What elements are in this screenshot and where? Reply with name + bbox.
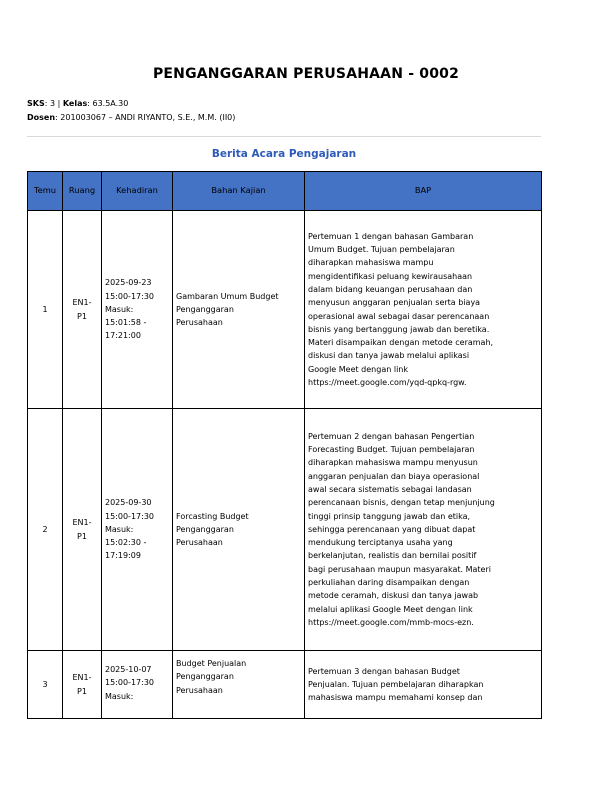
topic-line: Penganggaran	[176, 304, 234, 314]
cell-bahan-kajian	[173, 651, 305, 719]
header-bap: BAP	[305, 172, 542, 211]
bap-text-line: diharapkan mahasiswa mampu	[308, 258, 434, 268]
kelas-label: Kelas	[62, 99, 88, 108]
bap-text-line: tinggi prinsip tanggung jawab dan etika,	[308, 511, 471, 521]
bap-text-line: Forecasting Budget. Tujuan pembelajaran	[308, 445, 475, 455]
sks-value: : 3 |	[44, 99, 63, 108]
attendance-line: 15:00-17:30	[105, 291, 154, 301]
attendance-line: 15:02:30 -	[105, 538, 147, 548]
cell-bahan-kajian	[173, 211, 305, 409]
cell-kehadiran	[102, 211, 173, 409]
bap-text-line: mendukung terciptanya usaha yang	[308, 538, 453, 548]
attendance-line: 15:00-17:30	[105, 511, 154, 521]
cell-bap	[305, 409, 542, 651]
header-bahan-kajian: Bahan Kajian	[173, 172, 305, 211]
attendance-line: Masuk:	[105, 304, 134, 314]
header-kehadiran: Kehadiran	[102, 172, 173, 211]
bap-text-line: diskusi dan tanya jawab melalui aplikasi	[308, 351, 470, 361]
table-row	[28, 409, 542, 651]
kelas-value: : 63.5A.30	[87, 99, 129, 108]
bap-text-line: diharapkan mahasiswa mampu menyusun	[308, 458, 478, 468]
bap-text-line: Penjualan. Tujuan pembelajaran diharapkan	[308, 679, 484, 689]
bap-table	[27, 171, 542, 719]
cell-temu: 1	[28, 211, 63, 409]
bap-text-line: berkelanjutan, realistis dan bernilai positif	[308, 551, 477, 561]
topic-line: Budget Penjualan	[176, 659, 247, 668]
room-code: EN1-P1	[72, 518, 92, 541]
attendance-line: 2025-10-07	[105, 665, 152, 674]
room-code: EN1-P1	[72, 673, 92, 696]
attendance-line: 15:00-17:30	[105, 678, 154, 688]
bap-text-line: Materi disampaikan dengan metode ceramah,	[308, 338, 494, 348]
room-code: EN1-P1	[72, 298, 92, 321]
sks-label: SKS	[27, 99, 45, 108]
dosen-value: : 201003067 – ANDI RIYANTO, S.E., M.M. (II0)	[55, 113, 236, 122]
dosen-label: Dosen	[27, 113, 56, 122]
table-row	[28, 211, 542, 409]
cell-kehadiran	[102, 651, 173, 719]
cell-temu: 2	[28, 409, 63, 651]
header-temu: Temu	[28, 172, 63, 211]
topic-line: Gambaran Umum Budget	[176, 291, 279, 301]
bap-text-line: bagi perusahaan maupun masyarakat. Materi	[308, 564, 491, 574]
bap-text-line: dalam bidang keuangan perusahaan dan	[308, 284, 473, 294]
bap-text-line: sehingga perencanaan yang dibuat dapat	[308, 524, 476, 534]
bap-text-line: bisnis yang bertanggung jawab dan beretika.	[308, 324, 490, 334]
bap-text-line: https://meet.google.com/yqd-qpkq-rgw.	[308, 377, 467, 387]
attendance-line: 2025-09-30	[105, 498, 152, 508]
cell-bap	[305, 211, 542, 409]
cell-bahan-kajian	[173, 409, 305, 651]
bap-text-line: mahasiswa mampu memahami konsep dan	[308, 693, 483, 703]
section-title: Berita Acara Pengajaran	[211, 148, 357, 160]
topic-line: Penganggaran	[176, 524, 234, 534]
bap-text-line: perencanaan bisnis, dengan tetap menjunjung	[308, 498, 495, 508]
bap-text-line: mengidentifikasi peluang kewirausahaan	[308, 271, 473, 281]
topic-line: Forcasting Budget	[176, 511, 249, 521]
bap-text-line: Pertemuan 3 dengan bahasan Budget	[308, 666, 460, 676]
topic-line: Perusahaan	[176, 685, 223, 695]
header-divider	[27, 136, 541, 137]
bap-text-line: melalui aplikasi Google Meet dengan link	[308, 604, 473, 614]
bap-text-line: Umum Budget. Tujuan pembelajaran	[308, 245, 455, 255]
attendance-line: 2025-09-23	[105, 278, 152, 288]
cell-ruang	[63, 409, 102, 651]
attendance-line: 15:01:58 -	[105, 318, 147, 328]
bap-text-line: metode ceramah, diskusi dan tanya jawab	[308, 591, 479, 601]
lecturer-info-line	[27, 113, 235, 123]
topic-line: Perusahaan	[176, 538, 223, 548]
bap-text-line: Google Meet dengan link	[308, 364, 408, 374]
table-row	[28, 651, 542, 719]
topic-line: Penganggaran	[176, 672, 234, 682]
course-info-line	[27, 99, 128, 109]
attendance-line: Masuk:	[105, 691, 134, 701]
bap-text-line: https://meet.google.com/mmb-mocs-ezn.	[308, 617, 474, 627]
bap-text-line: Pertemuan 2 dengan bahasan Pengertian	[308, 431, 475, 441]
bap-text-line: awal secara sistematis sebagai landasan	[308, 484, 472, 494]
cell-kehadiran	[102, 409, 173, 651]
attendance-line: 17:19:09	[105, 551, 141, 561]
cell-temu: 3	[28, 651, 63, 719]
bap-text-line: anggaran penjualan dan biaya operasional	[308, 471, 480, 481]
bap-text-line: menyusun anggaran penjualan serta biaya	[308, 298, 481, 308]
bap-text-line: Pertemuan 1 dengan bahasan Gambaran	[308, 231, 474, 241]
bap-text-line: operasional awal sebagai dasar perencanaan	[308, 311, 490, 321]
cell-ruang	[63, 651, 102, 719]
page-title: PENGANGGARAN PERUSAHAAN - 0002	[152, 66, 460, 82]
header-ruang: Ruang	[63, 172, 102, 211]
cell-ruang	[63, 211, 102, 409]
topic-line: Perusahaan	[176, 318, 223, 328]
cell-bap	[305, 651, 542, 719]
bap-text-line: perkuliahan daring disampaikan dengan	[308, 578, 470, 588]
attendance-line: Masuk:	[105, 524, 134, 534]
attendance-line: 17:21:00	[105, 331, 141, 341]
table-header-row	[28, 172, 542, 211]
